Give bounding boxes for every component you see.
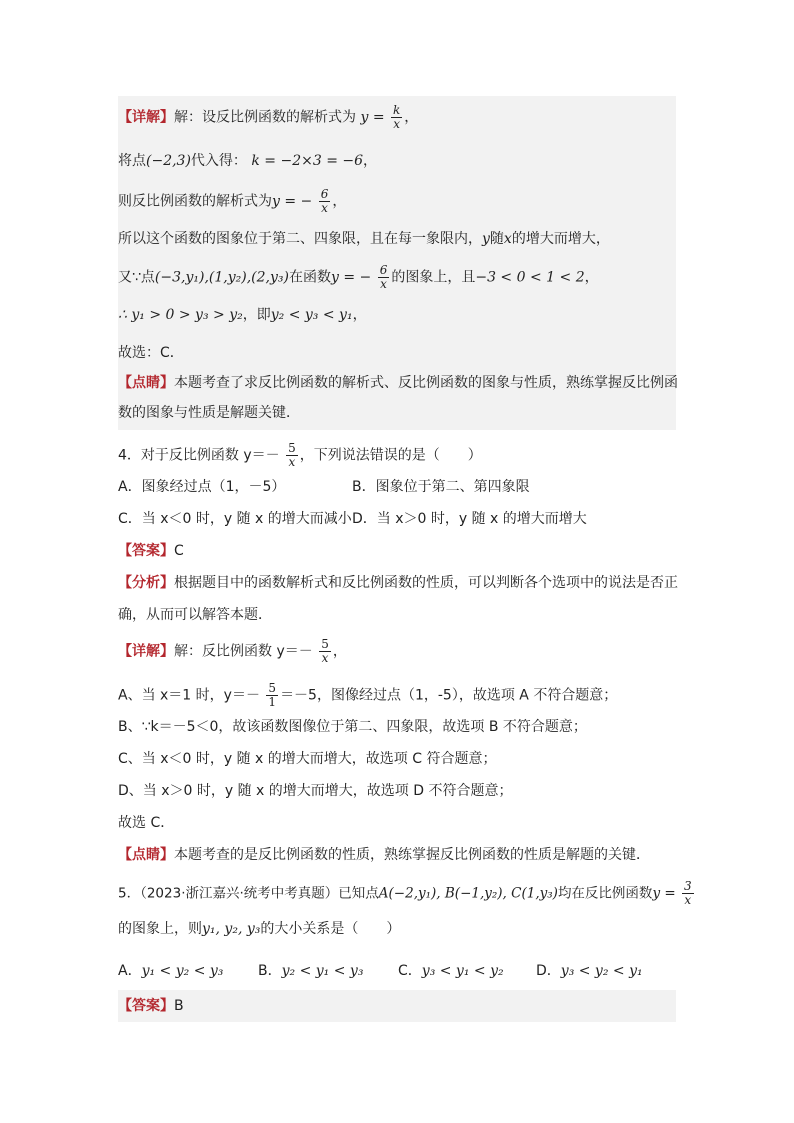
q5-answer: 【答案】B: [118, 998, 184, 1014]
q3-choose-line: 故选：C．: [118, 345, 184, 361]
answer-shade: [118, 990, 676, 1022]
fraction-5-over-x: $\frac{5}{x}$: [288, 441, 296, 469]
q5-option-b: B．y₂ < y₁ < y₃: [258, 963, 364, 979]
comment-tag: 【点睛】: [118, 375, 174, 391]
q4-stem: 4．对于反比例函数 y＝－ $\frac{5}{x}$ ，下列说法错误的是（ ）: [118, 441, 482, 469]
q5-stem-line-1: 5．（2023·浙江嘉兴·统考中考真题）已知点A(−2,y₁), B(−1,y₂), C(1,y₃)均在反比例函数y = $\frac{3}{x}$: [118, 879, 692, 907]
q3-comment-line-2: 数的图象与性质是解题关键．: [118, 405, 300, 421]
q4-answer: 【答案】C: [118, 543, 184, 559]
detail-tag: 【详解】: [118, 643, 174, 660]
q5-option-c: C．y₃ < y₁ < y₂: [398, 963, 504, 979]
q5-option-d: D．y₃ < y₂ < y₁: [536, 963, 643, 979]
analysis-tag: 【分析】: [118, 575, 174, 591]
q4-option-d: D．当 x＞0 时，y 随 x 的增大而增大: [352, 511, 587, 527]
q5-option-a: A．y₁ < y₂ < y₃: [118, 963, 224, 979]
q3-detail-line: 【详解】解：设反比例函数的解析式为 y = $\frac{k}{x}$ ，: [118, 103, 419, 131]
q3-substitute-line: 将点(−2,3)代入得： k = −2×3 = −6，: [118, 153, 378, 169]
q3-quadrant-line: 所以这个函数的图象位于第二、四象限，且在每一象限内，y随x的增大而增大，: [118, 231, 610, 247]
q4-detail-line: 【详解】解：反比例函数 y＝－ $\frac{5}{x}$ ，: [118, 637, 347, 665]
detail-tag: 【详解】: [118, 109, 174, 126]
answer-tag: 【答案】: [118, 543, 174, 559]
q4-choose: 故选 C．: [118, 815, 175, 831]
q3-comment-line-1: 【点睛】本题考查了求反比例函数的解析式、反比例函数的图象与性质，熟练掌握反比例函: [118, 375, 678, 391]
fraction-6-over-x: $\frac{6}{x}$: [379, 263, 388, 291]
answer-tag: 【答案】: [118, 998, 174, 1014]
q4-comment: 【点睛】本题考查的是反比例函数的性质，熟练掌握反比例函数的性质是解题的关键．: [118, 847, 650, 863]
q4-explain-b: B、∵k＝－5＜0，故该函数图像位于第二、四象限，故选项 B 不符合题意；: [118, 719, 587, 735]
comment-tag: 【点睛】: [118, 847, 174, 863]
q4-analysis-line-1: 【分析】根据题目中的函数解析式和反比例函数的性质，可以判断各个选项中的说法是否正: [118, 575, 678, 591]
q4-explain-d: D、当 x＞0 时，y 随 x 的增大而增大，故选项 D 不符合题意；: [118, 783, 513, 799]
fraction-k-over-x: $\frac{k}{x}$: [393, 103, 401, 131]
q3-points-line: 又∵点(−3,y₁),(1,y₂),(2,y₃)在函数y = − $\frac{6}{x}$ 的图象上，且−3 < 0 < 1 < 2，: [118, 263, 599, 291]
q4-option-a: A．图象经过点（1，－5）: [118, 479, 286, 495]
fraction-5-over-x: $\frac{5}{x}$: [321, 637, 329, 665]
fraction-3-over-x: $\frac{3}{x}$: [683, 879, 692, 907]
q3-expression-line: 则反比例函数的解析式为y = − $\frac{6}{x}$ ，: [118, 187, 347, 215]
q5-stem-line-2: 的图象上，则y₁, y₂, y₃的大小关系是（ ）: [118, 921, 401, 937]
fraction-6-over-x: $\frac{6}{x}$: [320, 187, 329, 215]
fraction-5-over-1: $\frac{5}{1}$: [268, 681, 277, 709]
q4-analysis-line-2: 确，从而可以解答本题．: [118, 607, 272, 623]
q4-explain-c: C、当 x＜0 时，y 随 x 的增大而增大，故选项 C 符合题意；: [118, 751, 497, 767]
q3-inequality-line: ∴ y₁ > 0 > y₃ > y₂，即y₂ < y₃ < y₁，: [118, 307, 367, 323]
q4-explain-a: A、当 x＝1 时，y＝－ $\frac{5}{1}$ ＝－5，图像经过点（1，-5），故选项 A 不符合题意；: [118, 681, 618, 709]
q4-option-b: B．图象位于第二、第四象限: [352, 479, 530, 495]
q4-option-c: C．当 x＜0 时，y 随 x 的增大而减小: [118, 511, 352, 527]
